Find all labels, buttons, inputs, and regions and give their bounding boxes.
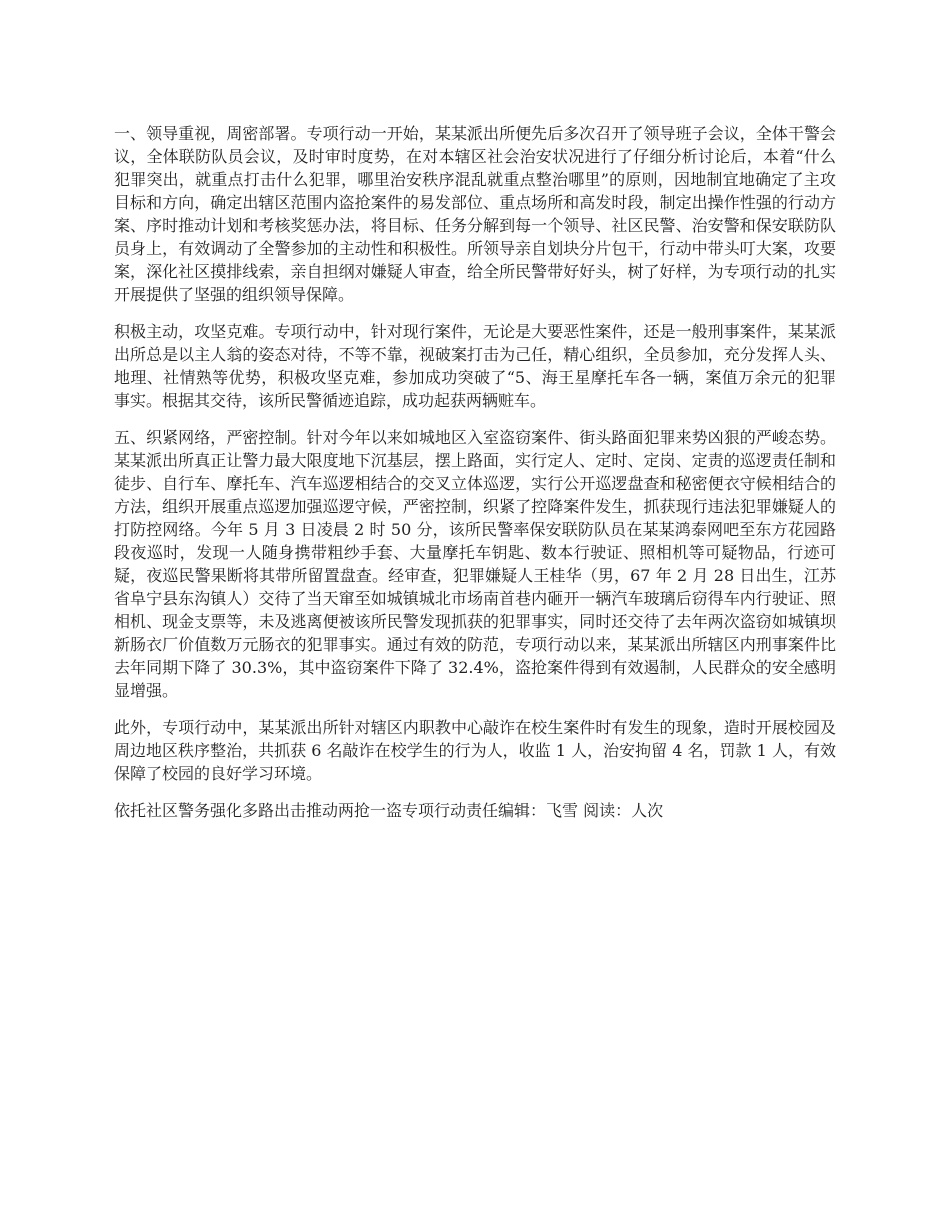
paragraph-leadership: 一、领导重视，周密部署。专项行动一开始，某某派出所便先后多次召开了领导班子会议，全体干警会议，全体联防队员会议，及时审时度势，在对本辖区社会治安状况进行了仔细分析讨论后，本着“什么犯罪突出，就重点打击什么犯罪，哪里治安秩序混乱就重点整治哪里”的原则，因地制宜地确定了主攻目标和方向，确定出辖区范围内盗抢案件的易发部位、重点场所和高发时段，制定出操作性强的行动方案、序时推动计划和考核奖惩办法，将目标、任务分解到每一个领导、社区民警、治安警和保安联防队员身上，有效调动了全警参加的主动性和积极性。所领导亲自划块分片包干，行动中带头叮大案，攻要案，深化社区摸排线索，亲自担纲对嫌疑人审查，给全所民警带好好头，树了好样，为专项行动的扎实开展提供了坚强的组织领导保障。 <box>114 124 836 304</box>
paragraph-proactive: 积极主动，攻坚克难。专项行动中，针对现行案件，无论是大要恶性案件，还是一般刑事案件，某某派出所总是以主人翁的姿态对待，不等不靠，视破案打击为己任，精心组织，全员参加，充分发挥人头、地理、社情熟等优势，积极攻坚克难，参加成功突破了“5、海王星摩托车各一辆，案值万余元的犯罪事实。根据其交待，该所民警循迹追踪，成功起获两辆赃车。 <box>114 322 836 410</box>
paragraph-campus: 此外，专项行动中，某某派出所针对辖区内职教中心敲诈在校生案件时有发生的现象，造时开展校园及周边地区秩序整治，共抓获 6 名敲诈在校学生的行为人，收监 1 人，治安拘留 4 名，罚款 1 人，有效保障了校园的良好学习环境。 <box>114 718 836 783</box>
paragraph-network-control: 五、织紧网络，严密控制。针对今年以来如城地区入室盗窃案件、街头路面犯罪来势凶狠的严峻态势。某某派出所真正让警力最大限度地下沉基层，摆上路面，实行定人、定时、定岗、定责的巡逻责任制和徒步、自行车、摩托车、汽车巡逻相结合的交叉立体巡逻，实行公开巡逻盘查和秘密便衣守候相结合的方法，组织开展重点巡逻加强巡逻守候，严密控制，织紧了控降案件发生，抓获现行违法犯罪嫌疑人的打防控网络。今年 5 月 3 日凌晨 2 时 50 分，该所民警率保安联防队员在某某鸿泰网吧至东方花园路段夜巡时，发现一人随身携带粗纱手套、大量摩托车钥匙、数本行驶证、照相机等可疑物品，行迹可疑，夜巡民警果断将其带所留置盘查。经审查，犯罪嫌疑人王桂华（男，67 年 2 月 28 日出生，江苏省阜宁县东沟镇人）交待了当天窜至如城镇城北市场南首巷内砸开一辆汽车玻璃后窃得车内行驶证、照相机、现金支票等，未及逃离便被该所民警发现抓获的犯罪事实，同时还交待了去年两次盗窃如城镇坝新肠衣厂价值数万元肠衣的犯罪事实。通过有效的防范，专项行动以来，某某派出所辖区内刑事案件比去年同期下降了 30.3%，其中盗窃案件下降了 32.4%，盗抢案件得到有效遏制，人民群众的安全感明显增强。 <box>114 428 836 700</box>
document-body <box>114 122 836 822</box>
paragraph-footer-meta: 依托社区警务强化多路出击推动两抢一盗专项行动责任编辑：飞雪 阅读：人次 <box>114 801 664 820</box>
